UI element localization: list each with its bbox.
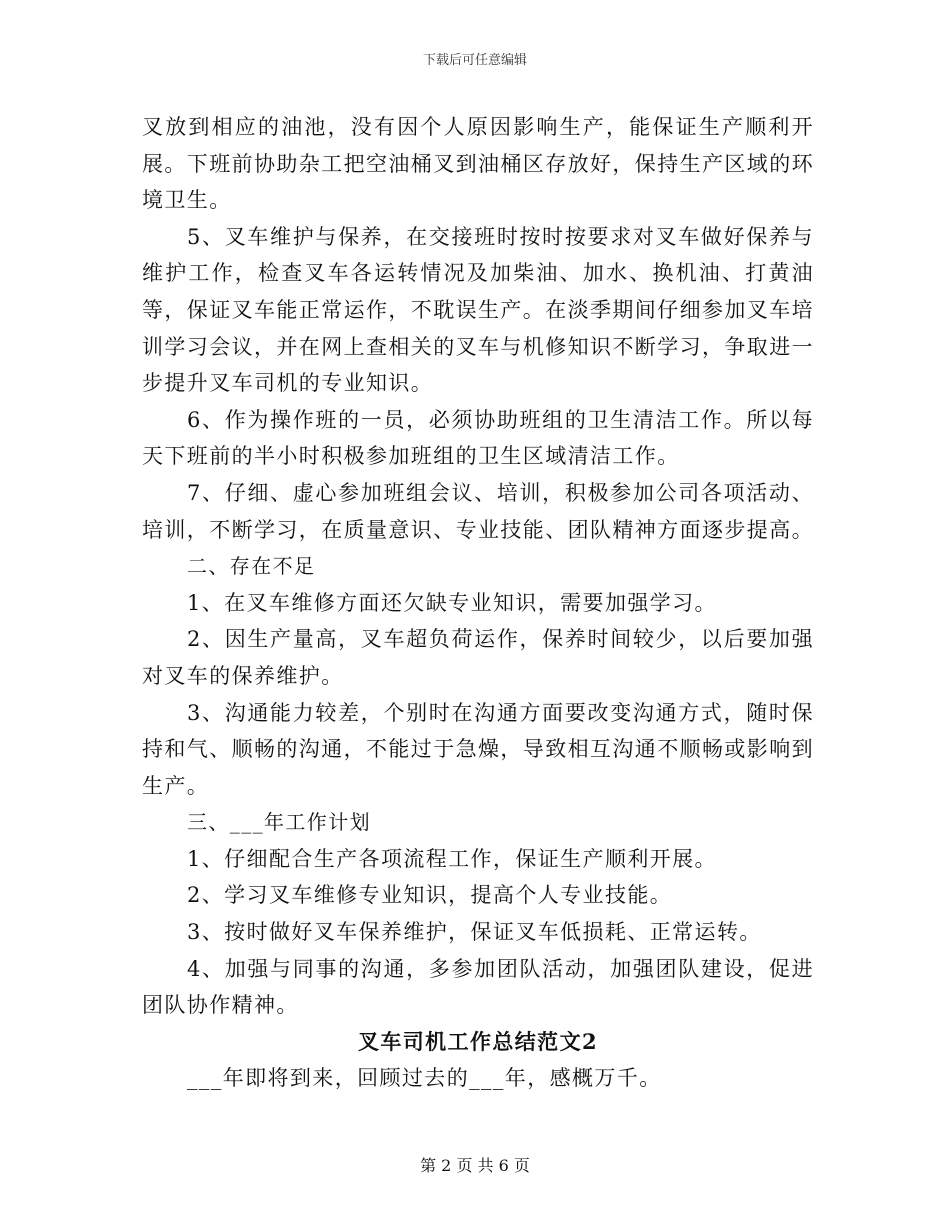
paragraph-item-5: 5、叉车维护与保养，在交接班时按时按要求对叉车做好保养与维护工作，检查叉车各运转情况及加柴油、加水、换机油、打黄油等，保证叉车能正常运作，不耽误生产。在淡季期间仔细参加叉车培训学习会议，并在网上查相关的叉车与机修知识不断学习，争取进一步提升叉车司机的专业知识。 bbox=[142, 224, 814, 396]
paragraph-item-7: 7、仔细、虚心参加班组会议、培训，积极参加公司各项活动、培训，不断学习，在质量意识、专业技能、团队精神方面逐步提高。 bbox=[142, 480, 814, 542]
shortcoming-item-1: 1、在叉车维修方面还欠缺专业知识，需要加强学习。 bbox=[187, 590, 717, 615]
shortcoming-item-2: 2、因生产量高，叉车超负荷运作，保养时间较少，以后要加强对叉车的保养维护。 bbox=[142, 627, 814, 688]
plan-item-3: 3、按时做好叉车保养维护，保证叉车低损耗、正常运转。 bbox=[187, 920, 762, 945]
shortcoming-item-3: 3、沟通能力较差，个别时在沟通方面要改变沟通方式，随时保持和气、顺畅的沟通，不能过于急燥，导致相互沟通不顺畅或影响到生产。 bbox=[142, 700, 814, 798]
plan-item-1: 1、仔细配合生产各项流程工作，保证生产顺利开展。 bbox=[187, 846, 717, 871]
paragraph-continued: 叉放到相应的油池，没有因个人原因影响生产，能保证生产顺利开展。下班前协助杂工把空油桶叉到油桶区存放好，保持生产区域的环境卫生。 bbox=[142, 115, 814, 213]
document-body bbox=[142, 109, 814, 1097]
page-number-footer: 第 2 页 共 6 页 bbox=[420, 1156, 530, 1175]
paragraph-item-6: 6、作为操作班的一员，必须协助班组的卫生清洁工作。所以每天下班前的半小时积极参加班组的卫生区域清洁工作。 bbox=[142, 407, 814, 469]
section-title: 叉车司机工作总结范文2 bbox=[357, 1028, 598, 1054]
closing-paragraph: ___年即将到来，回顾过去的___年，感概万千。 bbox=[187, 1066, 662, 1091]
plan-item-4: 4、加强与同事的沟通，多参加团队活动，加强团队建设，促进团队协作精神。 bbox=[142, 956, 814, 1018]
heading-shortcomings: 二、存在不足 bbox=[187, 554, 316, 579]
plan-item-2: 2、学习叉车维修专业知识，提高个人专业技能。 bbox=[187, 883, 673, 908]
page-header: 下载后可任意编辑 bbox=[422, 53, 527, 68]
heading-work-plan: 三、___年工作计划 bbox=[187, 810, 371, 835]
